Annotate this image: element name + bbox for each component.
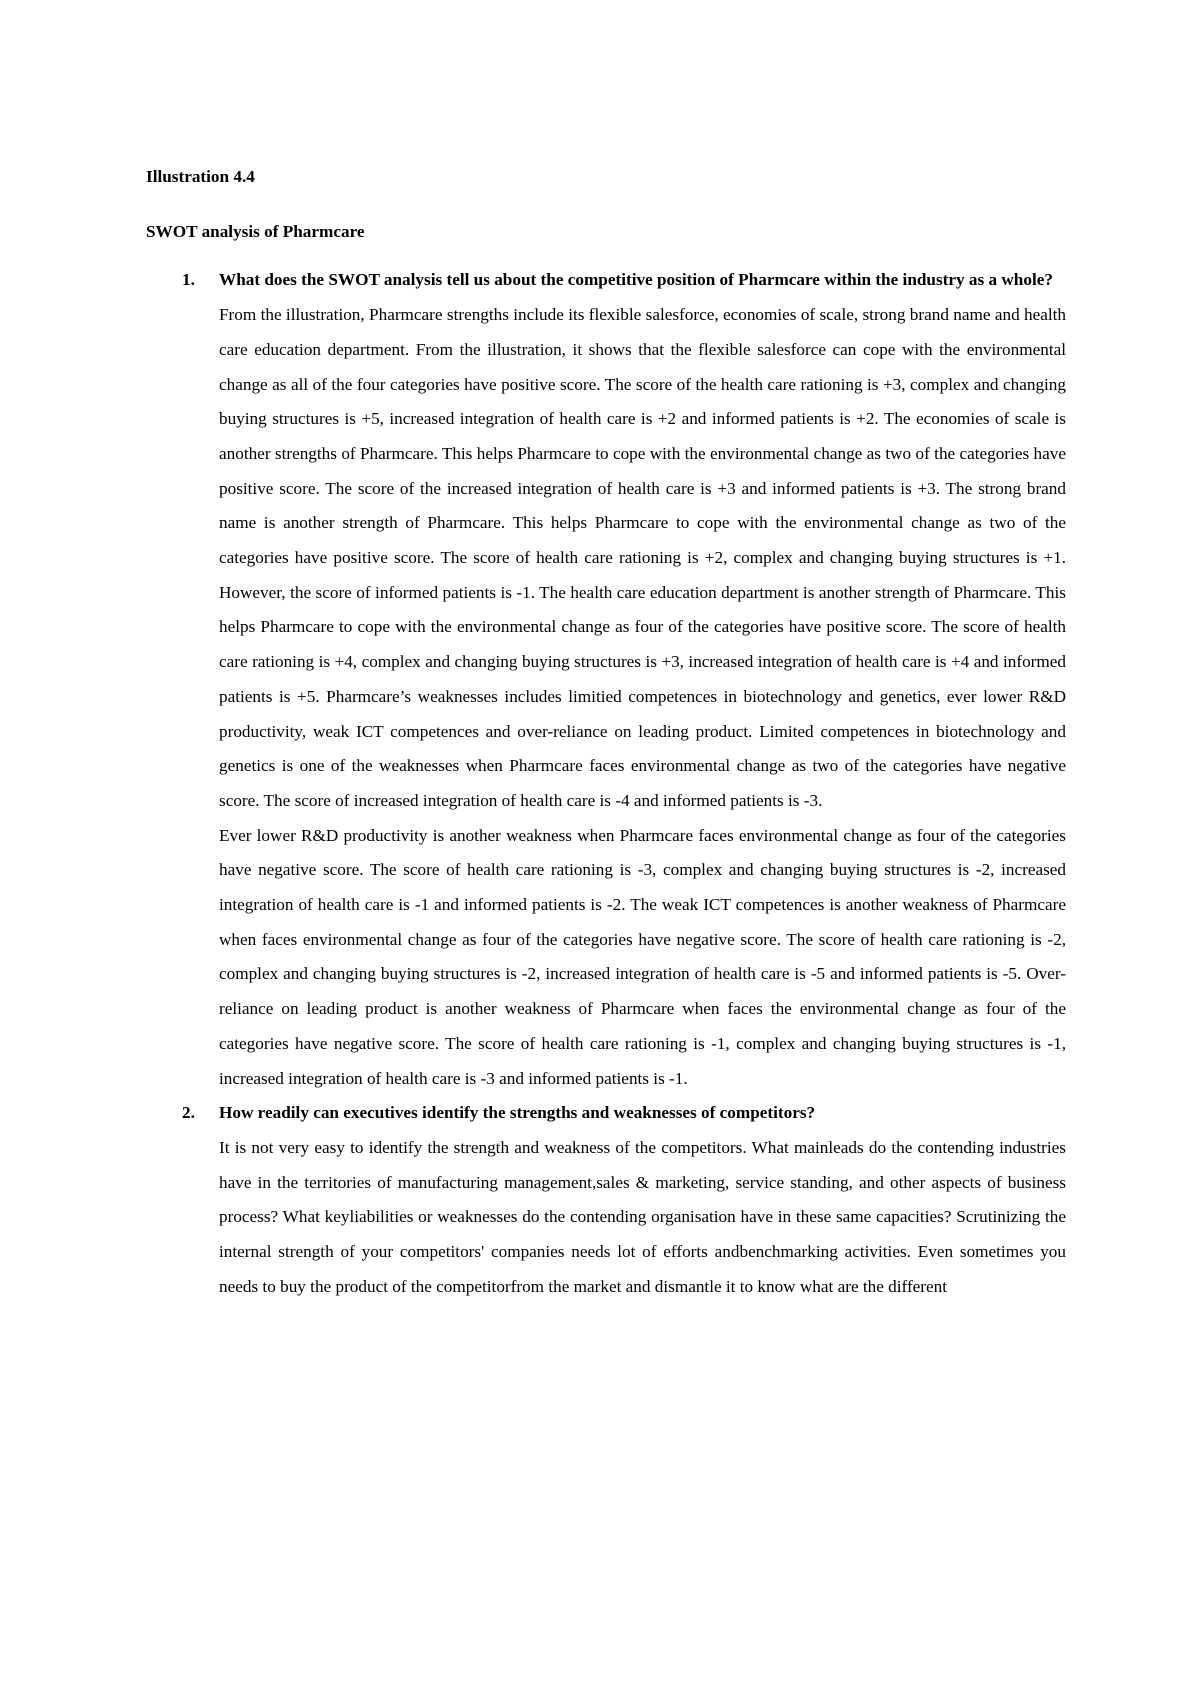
question-title: What does the SWOT analysis tell us about the competitive position of Pharmcare within the industry as a whole? [219, 270, 1053, 290]
question-title: How readily can executives identify the strengths and weaknesses of competitors? [219, 1103, 816, 1123]
question-number: 1. [182, 270, 195, 290]
question-list [146, 263, 1066, 1304]
document-subtitle: SWOT analysis of Pharmcare [146, 221, 365, 241]
question-item-1 [146, 263, 1066, 1096]
illustration-title: Illustration 4.4 [146, 167, 255, 186]
answer-paragraph: It is not very easy to identify the strength and weakness of the competitors. What mainleads do the contending industries have in the territories of manufacturing management,sales & marketing, service standing, and other aspects of business process? What keyliabilities or weaknesses do the contending organisation have in these same capacities? Scrutinizing the internal strength of your competitors' companies needs lot of efforts andbenchmarking activities. Even sometimes you needs to buy the product of the competitorfrom the market and dismantle it to know what are the different [219, 1137, 1066, 1296]
question-item-2 [146, 1096, 1066, 1304]
answer-paragraph: Ever lower R&D productivity is another weakness when Pharmcare faces environmental change as four of the categories have negative score. The score of health care rationing is -3, complex and changing buying structures is -2, increased integration of health care is -1 and informed patients is -2. The weak ICT competences is another weakness of Pharmcare when faces environmental change as four of the categories have negative score. The score of health care rationing is -2, complex and changing buying structures is -2, increased integration of health care is -5 and informed patients is -5. Over-reliance on leading product is another weakness of Pharmcare when faces the environmental change as four of the categories have negative score. The score of health care rationing is -1, complex and changing buying structures is -1, increased integration of health care is -3 and informed patients is -1. [219, 825, 1066, 1088]
answer-paragraph: From the illustration, Pharmcare strengths include its flexible salesforce, economies of scale, strong brand name and health care education department. From the illustration, it shows that the flexible salesforce can cope with the environmental change as all of the four categories have positive score. The score of the health care rationing is +3, complex and changing buying structures is +5, increased integration of health care is +2 and informed patients is +2. The economies of scale is another strengths of Pharmcare. This helps Pharmcare to cope with the environmental change as two of the categories have positive score. The score of the increased integration of health care is +3 and informed patients is +3. The strong brand name is another strength of Pharmcare. This helps Pharmcare to cope with the environmental change as two of the categories have positive score. The score of health care rationing is +2, complex and changing buying structures is +1. However, the score of informed patients is -1. The health care education department is another strength of Pharmcare. This helps Pharmcare to cope with the environmental change as four of the categories have positive score. The score of health care rationing is +4, complex and changing buying structures is +3, increased integration of health care is +4 and informed patients is +5. Pharmcare’s weaknesses includes limitied competences in biotechnology and genetics, ever lower R&D productivity, weak ICT competences and over-reliance on leading product. Limited competences in biotechnology and genetics is one of the weaknesses when Pharmcare faces environmental change as two of the categories have negative score. The score of increased integration of health care is -4 and informed patients is -3. [219, 305, 1066, 810]
document-page [146, 160, 1066, 1305]
question-number: 2. [182, 1103, 195, 1123]
